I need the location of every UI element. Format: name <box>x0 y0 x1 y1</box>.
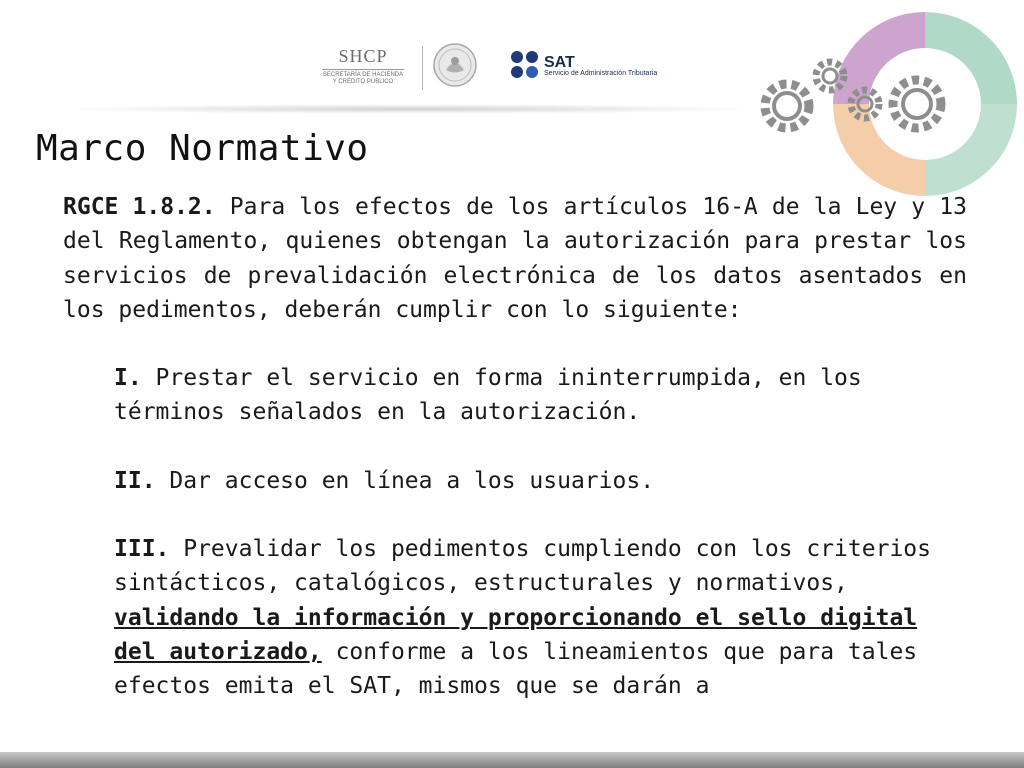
document-body <box>63 190 967 738</box>
item-numeral: I. <box>114 365 142 392</box>
item-text: Prestar el servicio en forma ininterrumpida, en los términos señalados en la autorización. <box>114 365 862 426</box>
item-text-after: conforme a los lineamientos que para tales efectos emita el SAT, mismos que se darán a <box>114 638 918 700</box>
shcp-logo-subtitle-2: Y CRÉDITO PÚBLICO <box>332 79 394 85</box>
shcp-logo-subtitle-1: SECRETARÍA DE HACIENDA <box>322 72 404 78</box>
list-item <box>114 361 960 430</box>
shcp-logo-rule <box>322 69 404 70</box>
item-text: Prevalidar los pedimentos cumpliendo con los criterios sintácticos, catalógicos, estructurales y normativos, <box>114 536 931 597</box>
sat-logo <box>510 50 690 90</box>
requirements-list <box>114 361 960 703</box>
sat-logo-text <box>544 54 657 77</box>
item-text: Dar acceso en línea a los usuarios. <box>155 467 655 494</box>
sat-logo-name: SAT <box>544 54 575 71</box>
bottom-bar <box>0 752 1024 768</box>
gears-ring-decoration <box>745 6 1024 196</box>
sat-logo-subtitle: Servicio de Administración Tributaria <box>544 70 658 77</box>
item-numeral: III. <box>114 536 170 563</box>
rule-paragraph <box>63 190 967 327</box>
list-item <box>114 532 960 703</box>
item-underlined-text: validando la información y proporcionando el sello digital del autorizado, <box>114 604 918 665</box>
rule-text: Para los efectos de los artículos 16-A de la Ley y 13 del Reglamento, quienes obtengan la autorización para prestar los servicios de prevalidación electrónica de los datos asentados en los pedimentos, deberán cumplir con lo siguiente: <box>63 194 967 323</box>
item-numeral: II. <box>114 467 156 494</box>
header-shadow <box>60 104 760 114</box>
shcp-logo-name: SHCP <box>338 46 388 66</box>
header-logos <box>310 40 690 100</box>
coat-of-arms-seal-icon <box>432 42 478 88</box>
shcp-logo <box>318 46 408 86</box>
segmented-ring-icon <box>833 12 1017 196</box>
logo-divider <box>422 46 423 90</box>
sat-dots-icon <box>510 50 540 80</box>
list-item <box>114 464 960 498</box>
page-title: Marco Normativo <box>36 128 369 169</box>
rule-reference: RGCE 1.8.2. <box>63 194 216 220</box>
